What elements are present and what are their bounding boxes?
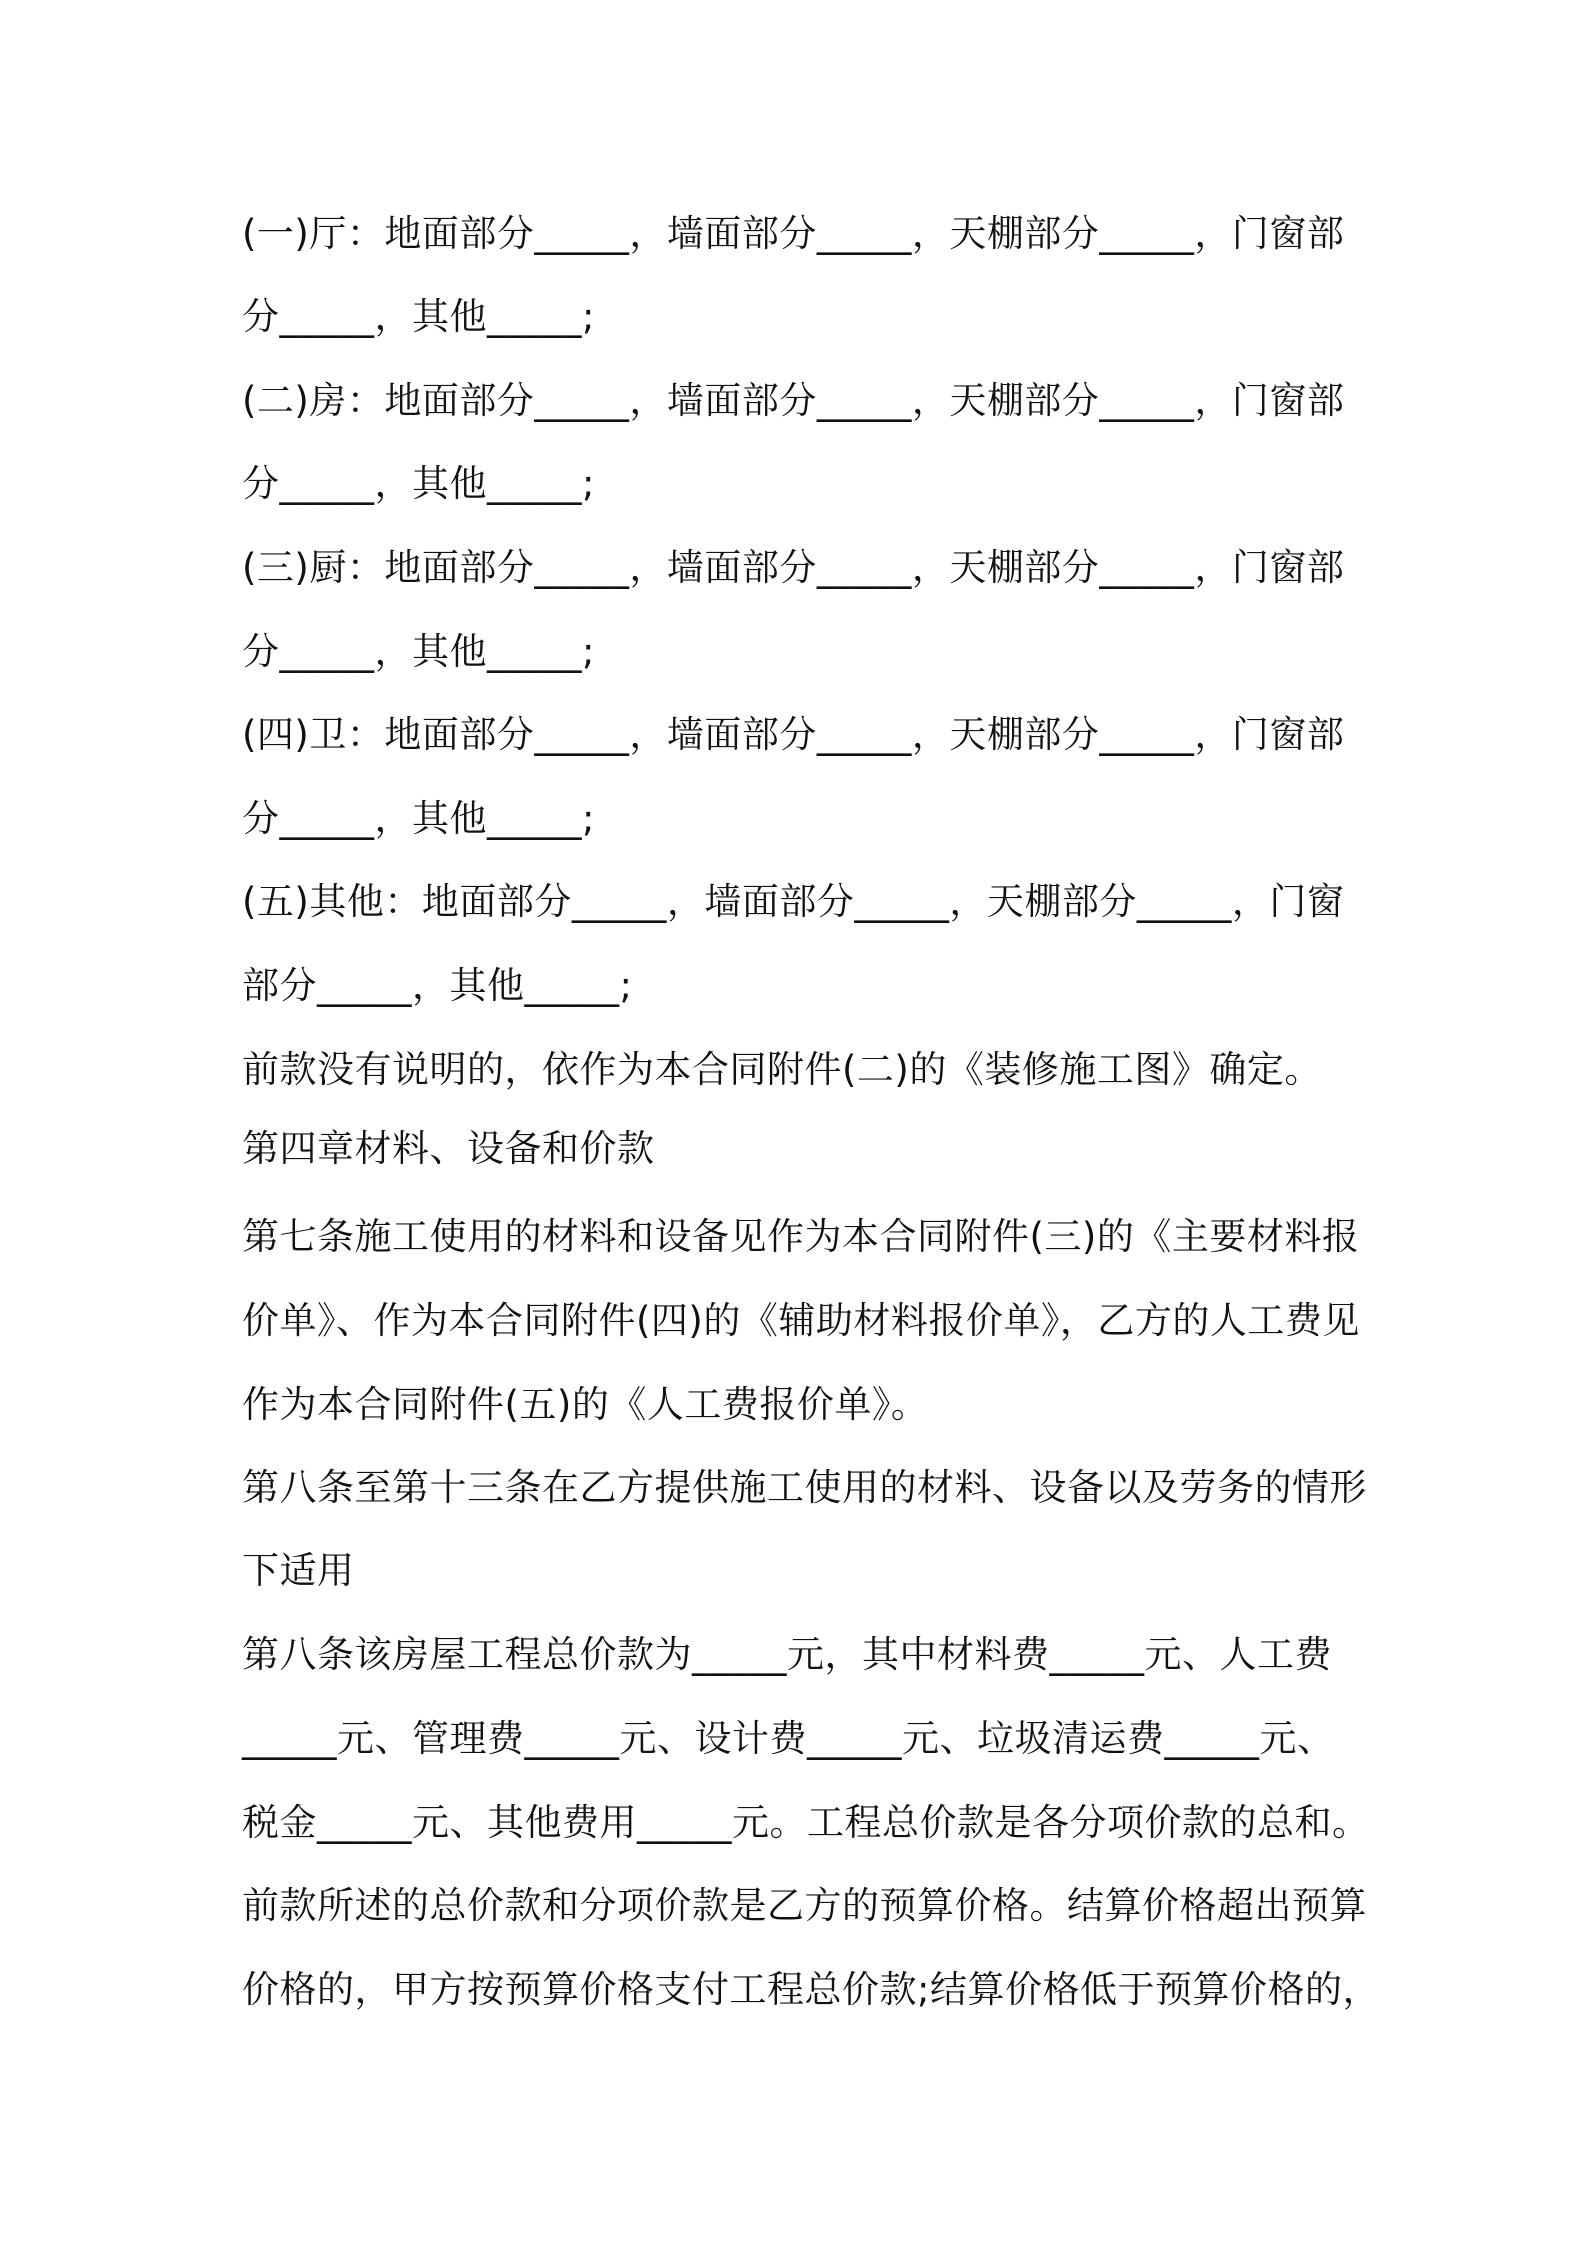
text-line: 价格的，甲方按预算价格支付工程总价款;结算价格低于预算价格的， [242,1968,1380,2011]
text-line: 分_____，其他_____; [242,630,595,673]
text-line: 部分_____，其他_____; [242,964,633,1007]
text-line: 第八条该房屋工程总价款为_____元，其中材料费_____元、人工费 [242,1633,1332,1676]
text-line: 价单》、作为本合同附件(四)的《辅助材料报价单》，乙方的人工费见 [242,1299,1360,1342]
text-line: (一)厅：地面部分_____，墙面部分_____，天棚部分_____，门窗部 [242,212,1345,255]
text-line: 分_____，其他_____; [242,797,595,840]
text-line: 分_____，其他_____; [242,462,595,505]
text-line: 第七条施工使用的材料和设备见作为本合同附件(三)的《主要材料报 [242,1215,1360,1258]
text-line: (五)其他：地面部分_____，墙面部分_____，天棚部分_____，门窗 [242,880,1345,923]
text-line: 下适用 [242,1549,355,1592]
text-line: (三)厨：地面部分_____，墙面部分_____，天棚部分_____，门窗部 [242,546,1345,589]
chapter-heading: 第四章材料、设备和价款 [242,1127,655,1170]
text-line: (四)卫：地面部分_____，墙面部分_____，天棚部分_____，门窗部 [242,713,1345,756]
text-line: 前款所述的总价款和分项价款是乙方的预算价格。结算价格超出预算 [242,1884,1367,1927]
text-line: 第八条至第十三条在乙方提供施工使用的材料、设备以及劳务的情形 [242,1466,1367,1509]
text-line: 分_____，其他_____; [242,295,595,338]
text-line: (二)房：地面部分_____，墙面部分_____，天棚部分_____，门窗部 [242,379,1345,422]
text-line: 税金_____元、其他费用_____元。工程总价款是各分项价款的总和。 [242,1801,1370,1844]
text-line: _____元、管理费_____元、设计费_____元、垃圾清运费_____元、 [242,1717,1335,1760]
text-line: 前款没有说明的，依作为本合同附件(二)的《装修施工图》确定。 [242,1048,1322,1091]
text-line: 作为本合同附件(五)的《人工费报价单》。 [242,1383,929,1426]
